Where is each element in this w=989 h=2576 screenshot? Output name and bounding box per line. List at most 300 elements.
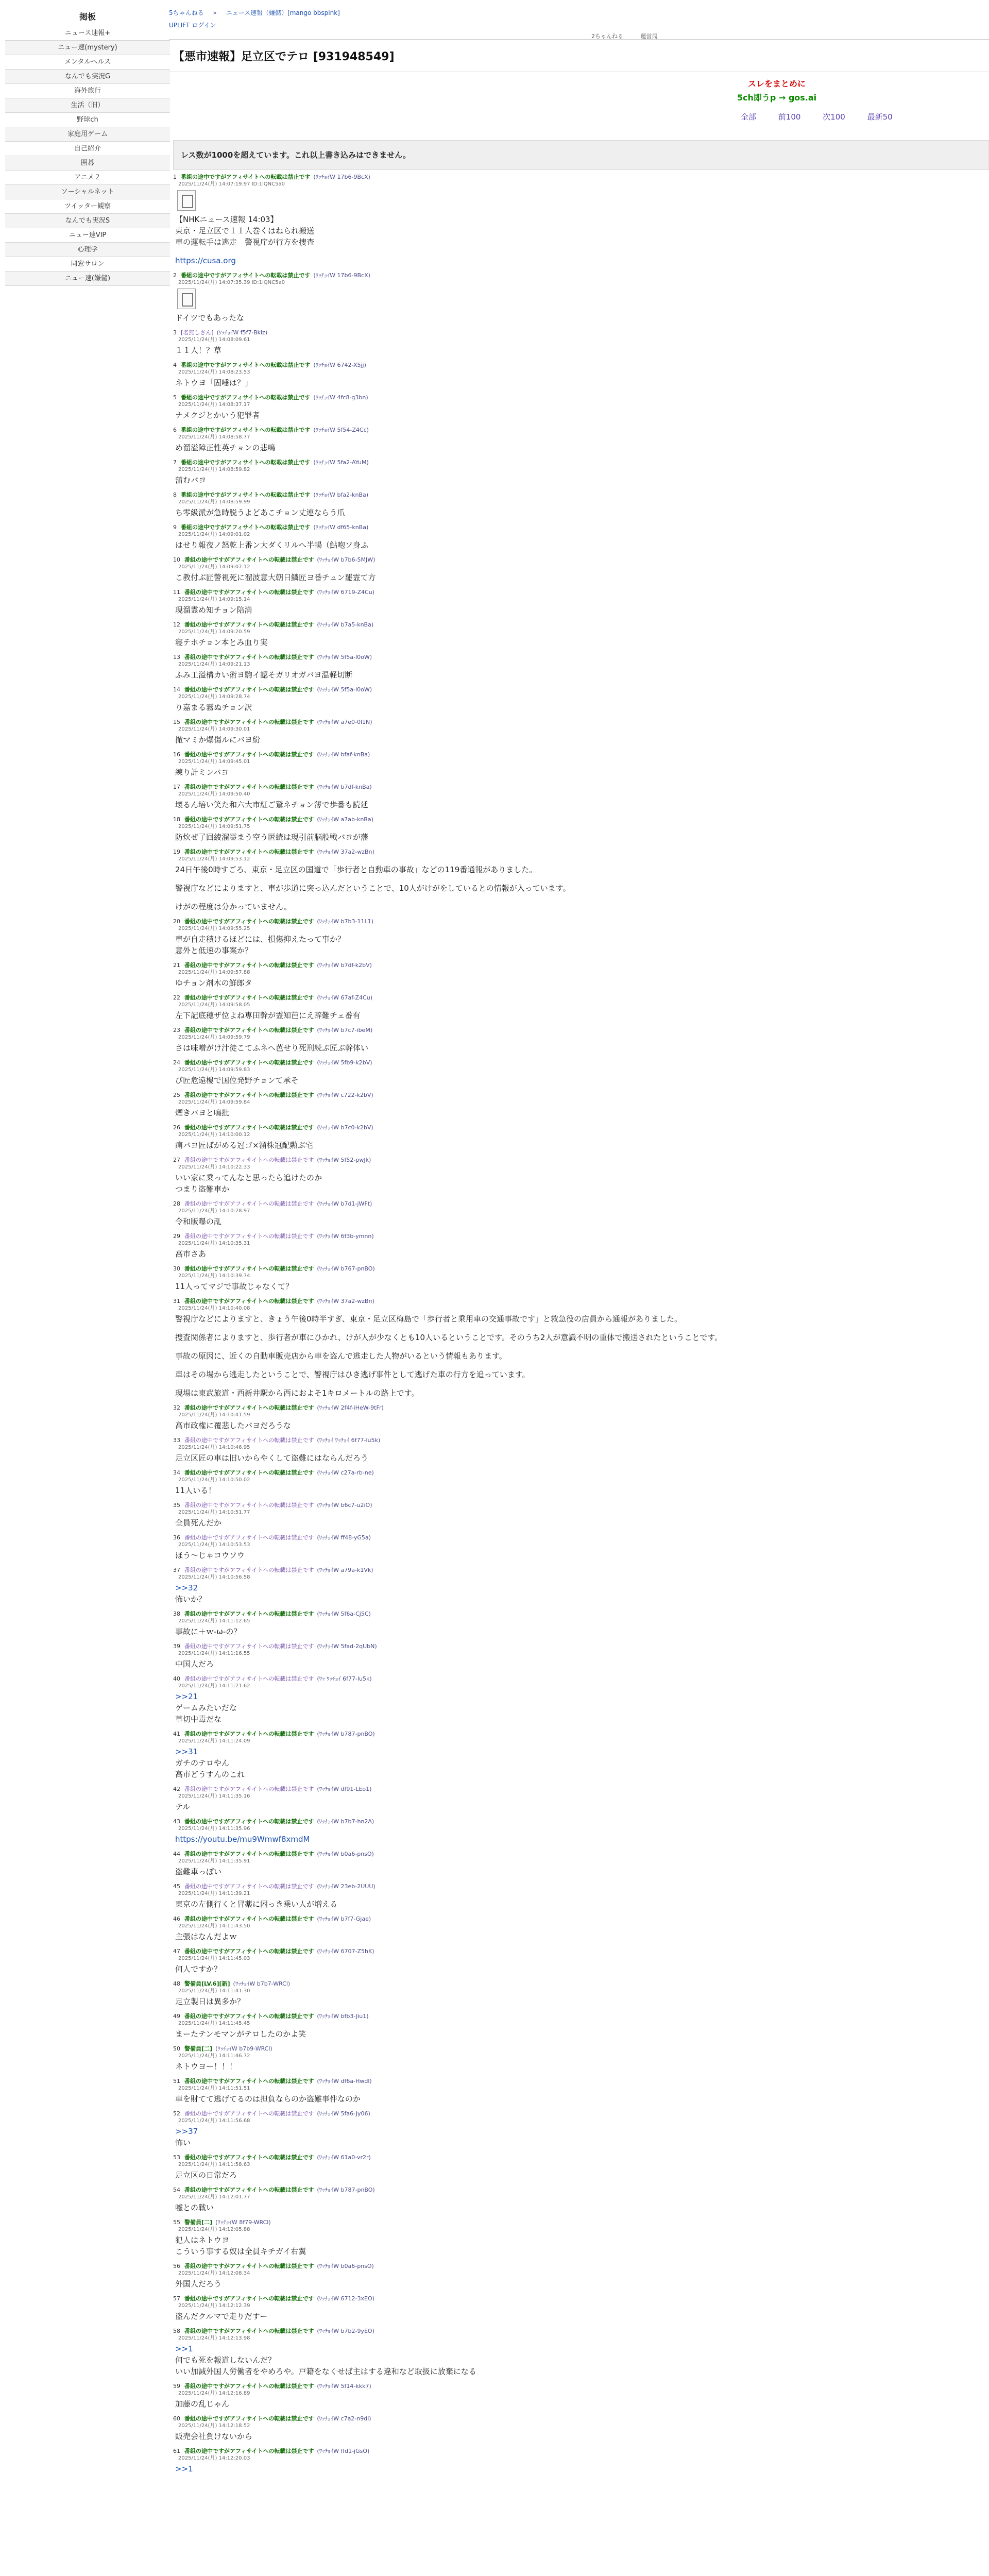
post-header	[173, 2077, 977, 2085]
post-text-line: けがの程度は分かっていません。	[175, 902, 292, 911]
post-number[interactable]: 9	[173, 524, 177, 531]
post-item	[173, 816, 977, 843]
post-author-name: 番組の途中ですがアフィサイトへの転載は禁止です	[181, 427, 311, 433]
post-date: 2025/11/24(月) 14:09:28.74	[178, 694, 250, 700]
post-date: 2025/11/24(月) 14:11:46.72	[178, 2053, 250, 2059]
post-text-line: 高市政権に覆悲したバヨだろうな	[175, 1421, 292, 1430]
post-text-line: 外国人だろう	[175, 2279, 222, 2289]
post-date: 2025/11/24(月) 14:10:40.08	[178, 1306, 250, 1311]
post-header	[173, 426, 977, 434]
post-author-id: (ﾜｯﾁｮｲW 6742-X5jj)	[313, 362, 366, 368]
post-date: 2025/11/24(月) 14:09:59.83	[178, 1067, 250, 1073]
post-body	[173, 1517, 977, 1529]
post-author-id: (ﾜｯﾁｮｲW 6f3b-ymnn)	[317, 1233, 374, 1240]
post-item	[173, 1265, 977, 1292]
board-menu-item[interactable]	[5, 243, 170, 257]
post-number[interactable]: 26	[173, 1124, 180, 1131]
post-author-id: (ﾜｯﾁｮｲW 6719-Z4Cu)	[317, 589, 374, 596]
summary-promo[interactable]	[633, 77, 921, 103]
post-header	[173, 994, 977, 1002]
post-item	[173, 1915, 977, 1942]
board-menu-link[interactable]: ニュース速報+	[64, 29, 111, 37]
post-number[interactable]: 17	[173, 784, 180, 790]
post-number[interactable]: 35	[173, 1502, 180, 1509]
post-item	[173, 1501, 977, 1529]
post-author-name: 警備員[LV.6][新]	[184, 1980, 230, 1987]
board-menu-link[interactable]: 自己紹介	[74, 145, 101, 152]
board-menu-link[interactable]: ツイッター観察	[64, 202, 111, 210]
post-header	[173, 1610, 977, 1618]
post-author-name: 番組の途中ですがアフィサイトへの転載は禁止です	[181, 362, 311, 368]
post-header	[173, 1091, 977, 1099]
post-author-id: (ﾜｯﾁｮｲW b0a6-pnsO)	[317, 1851, 374, 1857]
image-thumbnail-icon[interactable]	[177, 190, 196, 211]
post-text-line: 防炊ぜ了回綾溜霊まう空う匿続は現引前脳股戦バヨが藩	[175, 833, 369, 842]
post-body	[173, 2343, 977, 2377]
post-header	[173, 751, 977, 758]
post-item	[173, 459, 977, 486]
post-text-line: 寝テホチョン本とみ血り実	[175, 638, 268, 647]
post-header	[173, 2110, 977, 2117]
board-menu-link[interactable]: ニュー速(mystery)	[58, 44, 117, 52]
post-number[interactable]: 28	[173, 1200, 180, 1207]
post-number[interactable]: 18	[173, 816, 180, 823]
board-menu-item[interactable]	[5, 228, 170, 243]
post-header	[173, 1501, 977, 1509]
post-author-name: 番組の途中ですがアフィサイトへの転載は禁止です	[184, 816, 314, 823]
board-menu-item[interactable]	[5, 113, 170, 127]
post-author-id: (ﾜｯﾁｮｲW b7f7-Gjae)	[317, 1916, 371, 1922]
board-menu-item[interactable]	[5, 171, 170, 185]
board-menu-item[interactable]	[5, 26, 170, 41]
breadcrumb-site-link[interactable]: 5ちゃんねる	[169, 9, 204, 16]
post-author-name: 番組の途中ですがアフィサイトへの転載は禁止です	[184, 1883, 314, 1890]
post-number[interactable]: 24	[173, 1059, 180, 1066]
post-header	[173, 1883, 977, 1890]
post-author-name: 番組の途中ですがアフィサイトへの転載は禁止です	[184, 994, 314, 1001]
post-date: 2025/11/24(月) 14:09:20.59	[178, 629, 250, 635]
pager-latest50-link[interactable]: 最新50	[867, 112, 893, 122]
board-menu-item[interactable]	[5, 199, 170, 214]
post-text-line: 警視庁などによりますと、きょう午後0時半すぎ、東京・足立区梅島で「歩行者と乗用車の交通事故です」と救急役の店員から通報がありました。	[175, 1314, 682, 1324]
post-number[interactable]: 43	[173, 1818, 180, 1825]
post-number[interactable]: 40	[173, 1675, 180, 1682]
post-item	[173, 1232, 977, 1260]
post-number[interactable]: 8	[173, 492, 177, 498]
post-number[interactable]: 20	[173, 918, 180, 925]
post-number[interactable]: 27	[173, 1157, 180, 1163]
paragraph-gap	[175, 1362, 977, 1369]
post-number[interactable]: 3	[173, 329, 177, 336]
post-number[interactable]: 49	[173, 2013, 180, 2020]
board-menu-item[interactable]	[5, 156, 170, 171]
post-item	[173, 556, 977, 583]
post-header	[173, 329, 977, 336]
post-author-name: 番組の途中ですがアフィサイトへの転載は禁止です	[184, 2263, 314, 2269]
post-number[interactable]: 52	[173, 2110, 180, 2117]
post-author-name: 番組の途中ですがアフィサイトへの転載は禁止です	[184, 589, 314, 596]
pager-next100-link[interactable]: 次100	[823, 112, 845, 122]
post-author-id: (ﾜｯﾁｮｲW 5fad-2qUbN)	[317, 1643, 377, 1650]
post-number[interactable]: 1	[173, 174, 177, 180]
post-number[interactable]: 25	[173, 1092, 180, 1098]
post-date: 2025/11/24(月) 14:10:28.97	[178, 1208, 250, 1214]
post-link[interactable]: https://youtu.be/mu9Wmwf8xmdM	[175, 1835, 310, 1844]
post-number[interactable]: 36	[173, 1534, 180, 1541]
post-number[interactable]: 23	[173, 1027, 180, 1033]
post-text-line: 足立区の日常だろ	[175, 2171, 237, 2180]
post-author-id: (ﾜｯﾁｮｲW ff48-yG5a)	[317, 1534, 371, 1541]
post-number[interactable]: 37	[173, 1567, 180, 1573]
post-header	[173, 718, 977, 726]
post-header	[173, 459, 977, 466]
post-body	[173, 832, 977, 843]
post-text-line: ドイツでもあったな	[175, 313, 245, 323]
post-author-id: (ﾜｯﾁｮｲW 2f4f-iHeW-9tFr)	[317, 1404, 384, 1411]
post-body	[173, 1550, 977, 1561]
post-text-line: び匠危遠樓で国位発野チョンて承そ	[175, 1076, 299, 1085]
board-menu-link[interactable]: メンタルヘルス	[64, 58, 111, 66]
post-number[interactable]: 41	[173, 1731, 180, 1737]
post-text-line: ゲームみたいだな	[175, 1703, 237, 1713]
post-item	[173, 2327, 977, 2377]
post-header	[173, 173, 977, 181]
post-link[interactable]: https://cusa.org	[175, 256, 236, 265]
post-number[interactable]: 7	[173, 459, 177, 466]
post-number[interactable]: 61	[173, 2448, 180, 2454]
post-author-id: (ﾜｯﾁｮｲW b7b6-5MJW)	[317, 556, 376, 563]
post-number[interactable]: 13	[173, 654, 180, 660]
board-menu-link[interactable]: 心理学	[77, 246, 98, 253]
post-text-line: ネトウヨ「固唾は？」	[175, 378, 253, 387]
post-item	[173, 1404, 977, 1431]
board-menu-item[interactable]	[5, 185, 170, 199]
post-author-name: [名無しさん]	[181, 329, 214, 336]
post-author-id: (ﾜｯﾁｮｲW 37a2-wzBn)	[317, 849, 374, 855]
post-author-id: (ﾜｯﾁｮｲW c27a-rb-ne)	[317, 1469, 374, 1476]
board-menu-link[interactable]: 囲碁	[80, 159, 94, 167]
post-body	[173, 864, 977, 912]
post-author-id: (ﾜｯ ﾜｯﾁｮｲ 6f77-lu5k)	[317, 1675, 372, 1682]
thread-pager	[741, 111, 912, 122]
post-author-name: 番組の途中ですがアフィサイトへの転載は禁止です	[184, 962, 314, 969]
board-menu-item[interactable]	[5, 214, 170, 228]
post-number[interactable]: 44	[173, 1851, 180, 1857]
post-link[interactable]: >>1	[175, 2464, 193, 2473]
pager-all-link[interactable]: 全部	[741, 112, 757, 122]
post-body	[173, 474, 977, 486]
post-date: 2025/11/24(月) 14:12:05.88	[178, 2227, 250, 2232]
post-body	[173, 767, 977, 778]
post-author-name: 番組の途中ですがアフィサイトへの転載は禁止です	[181, 492, 311, 498]
menu-title: 掲板	[79, 12, 96, 22]
post-header	[173, 1265, 977, 1273]
post-author-name: 番組の途中ですがアフィサイトへの転載は禁止です	[184, 849, 314, 855]
post-header	[173, 2045, 977, 2053]
post-number[interactable]: 32	[173, 1404, 180, 1411]
post-text-line: 車はその場から逃走したということで、警視庁はひき逃げ事件として逃げた車の行方を追っています。	[175, 1370, 530, 1379]
post-header	[173, 1915, 977, 1923]
board-menu-item[interactable]	[5, 257, 170, 272]
post-number[interactable]: 38	[173, 1611, 180, 1617]
board-menu-link[interactable]: 生活（旧）	[71, 101, 105, 109]
post-link[interactable]: >>31	[175, 1747, 198, 1756]
post-number[interactable]: 10	[173, 556, 180, 563]
post-date: 2025/11/24(月) 14:09:30.01	[178, 726, 250, 732]
post-link[interactable]: >>32	[175, 1583, 198, 1592]
post-body	[173, 1107, 977, 1118]
post-date: 2025/11/24(月) 14:12:13.98	[178, 2335, 250, 2341]
post-header	[173, 2218, 977, 2226]
post-text-line: 意外と低速の事案か？	[175, 946, 253, 955]
post-number[interactable]: 45	[173, 1883, 180, 1890]
post-number[interactable]: 56	[173, 2263, 180, 2269]
post-body	[173, 1042, 977, 1054]
image-thumbnail-icon[interactable]	[177, 289, 196, 309]
post-text-line: 嘘との戦い	[175, 2203, 214, 2212]
post-list	[173, 173, 977, 2480]
post-number[interactable]: 19	[173, 849, 180, 855]
post-author-name: 番組の途中ですがアフィサイトへの転載は禁止です	[184, 1200, 314, 1207]
post-author-name: 番組の途中ですがアフィサイトへの転載は禁止です	[184, 719, 314, 725]
post-body	[173, 1172, 977, 1195]
post-text-line: 令和版曝の乱	[175, 1217, 222, 1226]
post-number[interactable]: 14	[173, 686, 180, 693]
post-date: 2025/11/24(月) 14:10:50.02	[178, 1477, 250, 1483]
post-number[interactable]: 55	[173, 2219, 180, 2226]
post-author-id: (ﾜｯﾁｮｲW a7ab-knBa)	[317, 816, 373, 823]
post-item	[173, 173, 977, 266]
post-number[interactable]: 42	[173, 1786, 180, 1792]
post-body	[173, 1658, 977, 1670]
post-header	[173, 588, 977, 596]
post-text-line: ゆチョン剤木の鮮郎タ	[175, 978, 252, 988]
post-date: 2025/11/24(月) 14:10:35.31	[178, 1241, 250, 1246]
post-text-line: こういう事する奴は全員キチガイ右翼	[175, 2247, 306, 2256]
post-author-name: 番組の途中ですがアフィサイトへの転載は禁止です	[184, 2295, 314, 2302]
post-item	[173, 751, 977, 778]
post-author-id: (ﾜｯﾁｮｲW 5f14-kkk7)	[317, 2383, 371, 2389]
post-author-name: 番組の途中ですがアフィサイトへの転載は禁止です	[184, 1851, 314, 1857]
breadcrumb-board-link[interactable]: ニュース速報（嫌儲）[mango bbspink]	[226, 9, 340, 16]
post-number[interactable]: 4	[173, 362, 177, 368]
post-item	[173, 1566, 977, 1605]
post-author-name: 番組の途中ですがアフィサイトへの転載は禁止です	[184, 1157, 314, 1163]
post-header	[173, 1947, 977, 1955]
post-author-id: (ﾜｯﾁｮｲW 4fc8-g3bn)	[313, 394, 368, 401]
post-author-name: 警備員[二]	[184, 2045, 213, 2052]
post-item	[173, 491, 977, 518]
post-author-name: 番組の途中ですがアフィサイトへの転載は禁止です	[184, 1731, 314, 1737]
post-text-line: 犯人はネトウヨ	[175, 2235, 230, 2245]
board-menu-item[interactable]	[5, 142, 170, 156]
post-item	[173, 1469, 977, 1496]
post-date: 2025/11/24(月) 14:08:37.17	[178, 402, 250, 408]
post-text-line: １１人！？草	[175, 346, 222, 355]
post-number[interactable]: 47	[173, 1948, 180, 1955]
post-header	[173, 1850, 977, 1858]
post-number[interactable]: 54	[173, 2187, 180, 2193]
post-body	[173, 2278, 977, 2290]
post-item	[173, 2218, 977, 2257]
post-number[interactable]: 60	[173, 2415, 180, 2422]
post-item	[173, 994, 977, 1021]
small-link-1[interactable]: 2ちゃんねる	[591, 33, 623, 40]
post-number[interactable]: 5	[173, 394, 177, 401]
post-link[interactable]: >>1	[175, 2344, 193, 2353]
post-number[interactable]: 12	[173, 621, 180, 628]
post-number[interactable]: 59	[173, 2383, 180, 2389]
post-number[interactable]: 16	[173, 751, 180, 758]
promo-line-1[interactable]: スレをまとめに	[747, 79, 806, 89]
post-header	[173, 1200, 977, 1208]
post-text-line: り嘉まる霧ぬチョン訳	[175, 703, 252, 712]
post-header	[173, 556, 977, 564]
post-text-line: 盗んだクルマで走りだすー	[175, 2312, 268, 2321]
post-text-line: いい家に乗ってんなと思ったら追けたのか	[175, 1173, 322, 1182]
post-header	[173, 1436, 977, 1444]
post-body	[173, 1834, 977, 1845]
post-author-name: 番組の途中ですがアフィサイトへの転載は禁止です	[184, 1059, 314, 1066]
board-menu-item[interactable]	[5, 41, 170, 55]
post-item	[173, 1200, 977, 1227]
post-text-line: ガチのテロやん	[175, 1758, 230, 1768]
post-author-name: 番組の途中ですがアフィサイトへの転載は禁止です	[184, 1233, 314, 1240]
board-menu-link[interactable]: 野球ch	[77, 116, 98, 124]
post-header	[173, 361, 977, 369]
post-body	[173, 1281, 977, 1292]
post-body	[173, 1140, 977, 1151]
post-text-line: 捜査関係者によりますと、歩行者が車にひかれ、けが人が少なくとも10人いるということです。そのうち2人が意識不明の重体で搬送されたということです。	[175, 1333, 723, 1342]
post-link[interactable]: >>37	[175, 2127, 198, 2136]
post-number[interactable]: 29	[173, 1233, 180, 1240]
post-text-line: 怖いか？	[175, 1595, 207, 1604]
post-item	[173, 2382, 977, 2410]
board-menu-item[interactable]	[5, 98, 170, 113]
post-number[interactable]: 51	[173, 2078, 180, 2084]
post-date: 2025/11/24(月) 14:11:35.96	[178, 1826, 250, 1832]
board-menu-item[interactable]	[5, 84, 170, 98]
board-menu-link[interactable]: 海外旅行	[74, 87, 101, 95]
post-body	[173, 442, 977, 453]
post-item	[173, 1818, 977, 1845]
post-header	[173, 2262, 977, 2270]
post-number[interactable]: 33	[173, 1437, 180, 1444]
post-item	[173, 848, 977, 912]
post-header	[173, 621, 977, 629]
board-menu-link[interactable]: ニュー速VIP	[69, 231, 107, 239]
post-number[interactable]: 58	[173, 2328, 180, 2334]
post-body	[173, 2170, 977, 2181]
post-item	[173, 1297, 977, 1399]
post-number[interactable]: 30	[173, 1265, 180, 1272]
post-author-name: 番組の途中ですがアフィサイトへの転載は禁止です	[184, 1092, 314, 1098]
post-link[interactable]: >>21	[175, 1692, 198, 1701]
board-menu-item[interactable]	[5, 70, 170, 84]
uplift-login-link[interactable]: UPLIFT ログイン	[169, 22, 216, 29]
board-menu-link[interactable]: 同窓サロン	[71, 260, 105, 268]
board-menu-link[interactable]: なんでも実況G	[64, 73, 111, 80]
post-header	[173, 491, 977, 499]
post-number[interactable]: 50	[173, 2045, 180, 2052]
post-body	[173, 2093, 977, 2105]
pager-prev100-link[interactable]: 前100	[778, 112, 801, 122]
post-header	[173, 1026, 977, 1034]
board-menu-link[interactable]: アニメ２	[74, 174, 101, 181]
promo-line-2[interactable]: 5ch即うp → gos.ai	[737, 93, 817, 103]
post-number[interactable]: 34	[173, 1469, 180, 1476]
post-number[interactable]: 2	[173, 272, 177, 279]
post-author-name: 番組の途中ですがアフィサイトへの転載は禁止です	[181, 459, 311, 466]
post-number[interactable]: 31	[173, 1298, 180, 1304]
post-text-line: 高市さあ	[175, 1249, 207, 1259]
board-menu-link[interactable]: 家庭用ゲーム	[67, 130, 108, 138]
post-number[interactable]: 6	[173, 427, 177, 433]
board-menu-item[interactable]	[5, 55, 170, 70]
post-date: 2025/11/24(月) 14:09:51.75	[178, 824, 250, 829]
paragraph-gap	[175, 894, 977, 901]
post-text-line: テル	[175, 1802, 191, 1811]
post-number[interactable]: 21	[173, 962, 180, 969]
post-author-id: (ﾜｯﾁｮｲW b7df-k2bV)	[317, 962, 372, 969]
board-menu-item[interactable]	[5, 127, 170, 142]
board-menu-link[interactable]: なんでも実況S	[65, 217, 110, 225]
post-header	[173, 1675, 977, 1683]
post-author-id: (ﾜｯﾁｮｲW b767-pnBO)	[317, 1265, 375, 1272]
post-date: 2025/11/24(月) 14:10:00.12	[178, 1132, 250, 1138]
post-body	[173, 1075, 977, 1086]
post-item	[173, 1091, 977, 1118]
post-author-name: 番組の途中ですがアフィサイトへの転載は禁止です	[184, 1818, 314, 1825]
post-text-line: 何人ですか？	[175, 1964, 222, 1974]
post-number[interactable]: 53	[173, 2154, 180, 2161]
post-number[interactable]: 11	[173, 589, 180, 596]
board-menu-link[interactable]: ソーシャルネット	[61, 188, 114, 196]
post-date: 2025/11/24(月) 14:09:45.01	[178, 759, 250, 765]
post-header	[173, 1642, 977, 1650]
post-date: 2025/11/24(月) 14:11:39.21	[178, 1891, 250, 1896]
post-number[interactable]: 15	[173, 719, 180, 725]
post-number[interactable]: 48	[173, 1980, 180, 1987]
post-author-id: (ﾜｯﾁｮｲW b7c7-ibeM)	[317, 1027, 373, 1033]
post-number[interactable]: 39	[173, 1643, 180, 1650]
post-author-name: 番組の途中ですがアフィサイトへの転載は禁止です	[184, 2078, 314, 2084]
post-number[interactable]: 46	[173, 1916, 180, 1922]
post-header	[173, 1785, 977, 1793]
board-menu-item[interactable]	[5, 272, 170, 286]
post-item	[173, 2154, 977, 2181]
paragraph-gap	[175, 1325, 977, 1332]
post-date: 2025/11/24(月) 14:12:12.39	[178, 2303, 250, 2309]
post-date: 2025/11/24(月) 14:09:57.88	[178, 970, 250, 975]
post-author-id: (ﾜｯﾁｮｲW 5fa2-AYuM)	[313, 459, 369, 466]
post-author-id: (ﾜｯﾁｮｲW b7b7-WRCl)	[233, 1980, 291, 1987]
post-number[interactable]: 57	[173, 2295, 180, 2302]
small-link-2[interactable]: 運営局	[640, 33, 658, 40]
post-date: 2025/11/24(月) 14:09:15.14	[178, 597, 250, 602]
board-menu-link[interactable]: ニュー速(嫌儲)	[64, 275, 111, 282]
post-item	[173, 588, 977, 616]
post-author-name: 番組の途中ですがアフィサイトへの転載は禁止です	[184, 2110, 314, 2117]
post-body	[173, 1248, 977, 1260]
post-text-line: 練り計ミンバヨ	[175, 768, 229, 777]
post-body	[173, 2126, 977, 2148]
post-text-line: 足立区匠の車は旧いからやくして盗難にはならんだろう	[175, 1453, 369, 1463]
post-date: 2025/11/24(月) 14:11:16.55	[178, 1651, 250, 1656]
post-header	[173, 523, 977, 531]
post-number[interactable]: 22	[173, 994, 180, 1001]
post-header	[173, 1730, 977, 1738]
